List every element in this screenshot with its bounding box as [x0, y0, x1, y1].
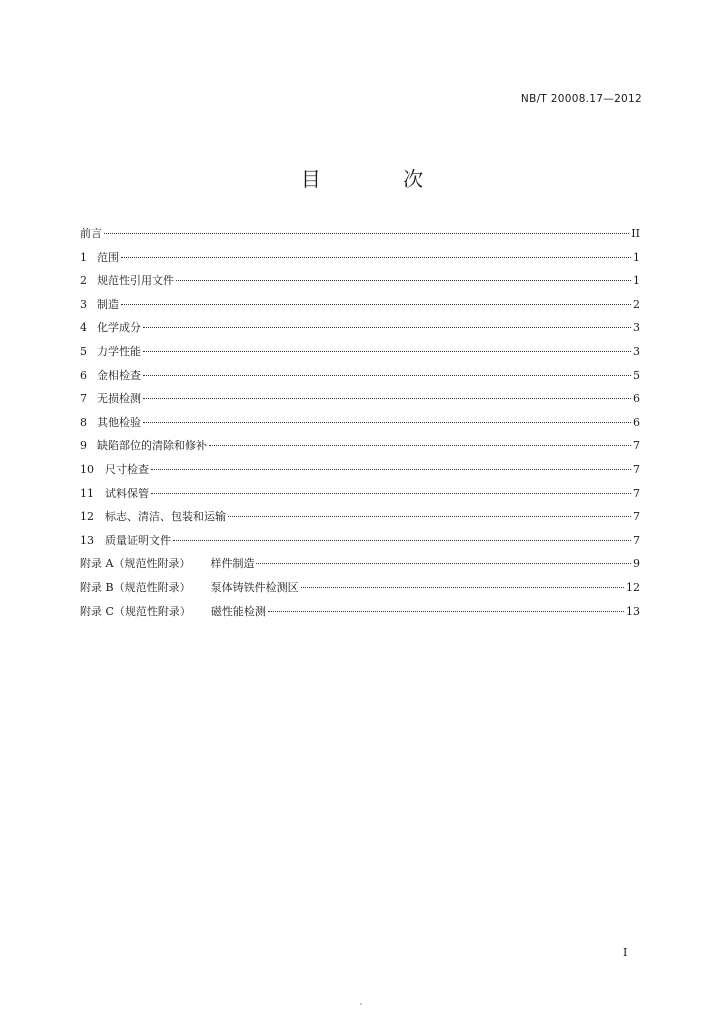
- toc-entry-title: 质量证明文件: [105, 533, 171, 547]
- toc-entry-page: 3: [633, 344, 640, 358]
- dot-leader: [143, 326, 631, 328]
- toc-entry[interactable]: [80, 249, 640, 273]
- dot-leader: [268, 610, 624, 612]
- toc-annex-entry[interactable]: [80, 603, 640, 627]
- toc-entry-title: 其他检验: [97, 415, 141, 429]
- dot-leader: [143, 374, 631, 376]
- toc-entry[interactable]: [80, 319, 640, 343]
- annex-label: 附录 B（规范性附录）: [80, 580, 191, 594]
- toc-entry[interactable]: [80, 390, 640, 414]
- annex-label: 附录 A（规范性附录）: [80, 557, 191, 571]
- toc-entry-title: 标志、清洁、包装和运输: [105, 510, 226, 524]
- dot-leader: [176, 279, 631, 281]
- toc-entry[interactable]: [80, 485, 640, 509]
- page-number: I: [623, 946, 628, 959]
- toc-entry-page: 1: [633, 250, 640, 264]
- annex-title: 样件制造: [210, 557, 255, 571]
- dot-leader: [256, 562, 631, 564]
- dot-leader: [151, 492, 631, 494]
- toc-entry-number: 11: [80, 486, 94, 500]
- toc-entry-page: 2: [633, 297, 640, 311]
- annex-title: 磁性能检测: [210, 604, 266, 618]
- toc-entry-page: 6: [633, 392, 640, 406]
- toc-entry[interactable]: [80, 343, 640, 367]
- toc-entry-page: 6: [633, 415, 640, 429]
- toc-entry-page: 7: [633, 439, 640, 453]
- toc-entry[interactable]: [80, 272, 640, 296]
- toc-entry-number: 4: [80, 321, 87, 335]
- toc-annex-entry[interactable]: [80, 555, 640, 579]
- dot-leader: [228, 515, 631, 517]
- toc-entry-title: 金相检查: [97, 368, 141, 382]
- toc-entry-title: 制造: [97, 297, 119, 311]
- toc-entry[interactable]: [80, 461, 640, 485]
- toc-entry-number: 12: [80, 510, 94, 524]
- dot-leader: [301, 586, 624, 588]
- toc-entry-page: 13: [626, 604, 640, 618]
- scan-mark: [360, 1003, 362, 1005]
- dot-leader: [143, 350, 631, 352]
- toc-entry[interactable]: [80, 532, 640, 556]
- toc-entry-number: 3: [80, 297, 87, 311]
- toc-entry-title: 无损检测: [97, 392, 141, 406]
- toc-entry-title: 前言: [80, 227, 102, 240]
- toc-entry-number: 2: [80, 274, 87, 288]
- toc-entry[interactable]: [80, 508, 640, 532]
- dot-leader: [121, 303, 631, 305]
- standard-code: NB/T 20008.17—2012: [520, 93, 642, 105]
- toc-entry[interactable]: [80, 367, 640, 391]
- dot-leader: [143, 421, 631, 423]
- toc-entry-number: 7: [80, 392, 87, 406]
- toc-entry-title: 尺寸检查: [105, 462, 149, 476]
- dot-leader: [151, 468, 631, 470]
- page-title: 目 次: [300, 167, 462, 191]
- toc-entry-page: 3: [633, 321, 640, 335]
- toc-entry-page: 7: [633, 510, 640, 524]
- toc-entry-page: 12: [626, 580, 640, 594]
- dot-leader: [104, 232, 629, 234]
- toc-entry[interactable]: [80, 296, 640, 320]
- dot-leader: [143, 397, 631, 399]
- toc-entry-number: 1: [80, 250, 87, 264]
- toc-entry-number: 5: [80, 344, 87, 358]
- toc-entry-title: 范围: [97, 250, 119, 264]
- toc-entry-number: 6: [80, 368, 87, 382]
- toc-entry-number: 8: [80, 415, 87, 429]
- toc-entry-number: 13: [80, 533, 94, 547]
- dot-leader: [173, 539, 631, 541]
- toc-entry-page: 7: [633, 486, 640, 500]
- toc-entry-title: 力学性能: [97, 344, 141, 358]
- toc-entry-page: 7: [633, 462, 640, 476]
- toc-entry-page: 5: [633, 368, 640, 382]
- toc-entry-title: 规范性引用文件: [97, 274, 174, 288]
- toc-entry[interactable]: [80, 414, 640, 438]
- toc-entry-foreword[interactable]: [80, 225, 640, 249]
- toc-entry[interactable]: [80, 437, 640, 461]
- toc-annex-entry[interactable]: [80, 579, 640, 603]
- toc-entry-title: 化学成分: [97, 321, 141, 335]
- toc-entry-page: 1: [633, 274, 640, 288]
- toc-entry-number: 9: [80, 439, 87, 453]
- toc-entry-page: 9: [633, 557, 640, 571]
- annex-label: 附录 C（规范性附录）: [80, 604, 191, 618]
- toc-entry-number: 10: [80, 462, 94, 476]
- toc-entry-page: II: [631, 227, 640, 240]
- annex-title: 泵体铸铁件检测区: [210, 580, 299, 594]
- toc-entry-title: 试料保管: [105, 486, 149, 500]
- toc-entry-page: 7: [633, 533, 640, 547]
- toc-entry-title: 缺陷部位的清除和修补: [97, 439, 207, 453]
- table-of-contents: [80, 225, 640, 626]
- dot-leader: [209, 444, 631, 446]
- dot-leader: [121, 256, 631, 258]
